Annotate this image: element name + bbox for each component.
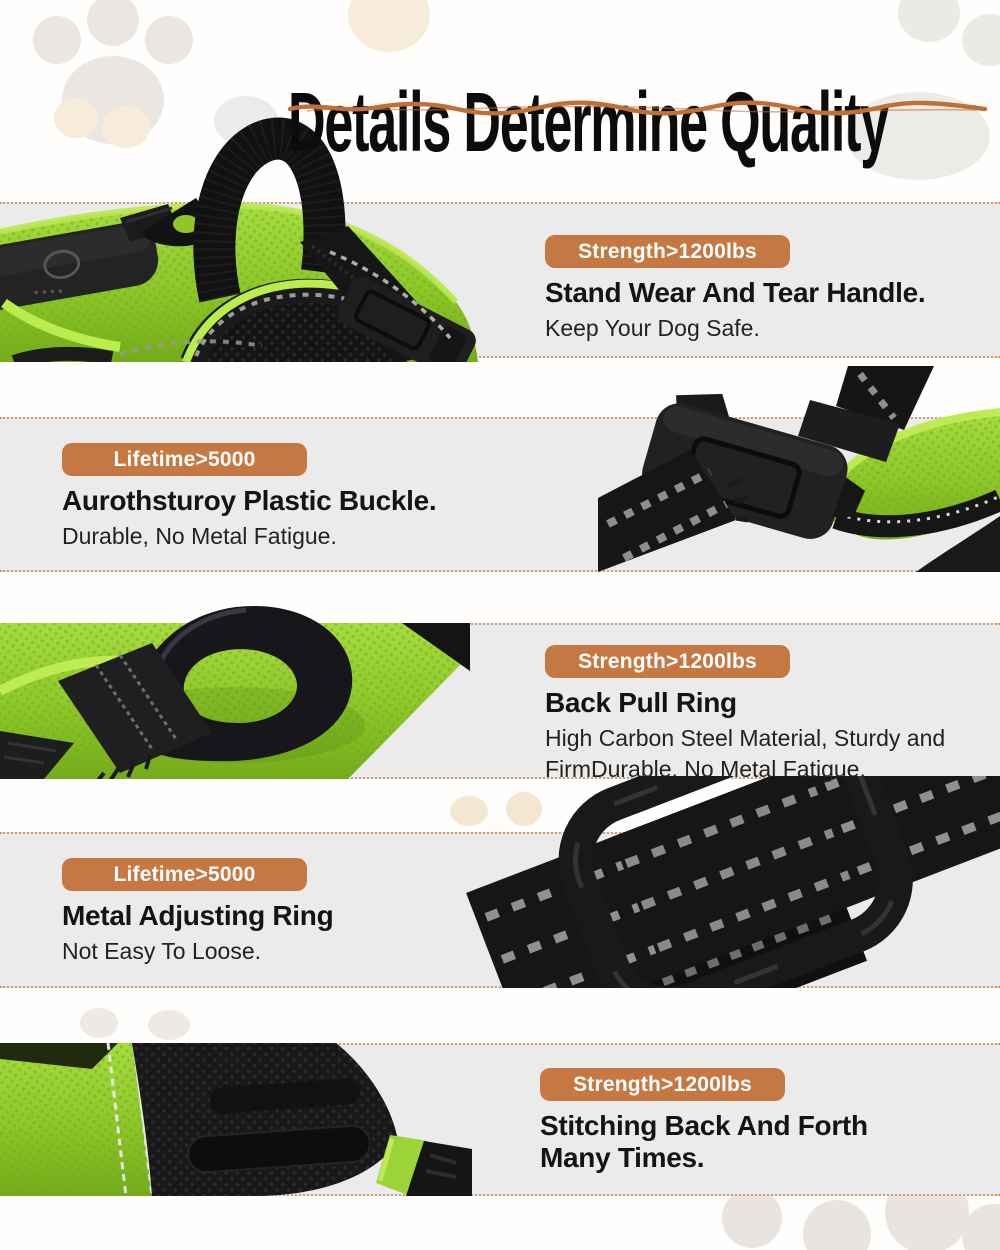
feature-2-heading: Aurothsturoy Plastic Buckle.: [62, 485, 437, 516]
photo-metal-adjusting-ring: [440, 776, 1000, 988]
title-underline-squiggle: [287, 99, 989, 117]
feature-1-subtext: Keep Your Dog Safe.: [545, 315, 760, 342]
feature-5-heading: Stitching Back And Forth Many Times.: [540, 1110, 868, 1174]
feature-3-subtext: High Carbon Steel Material, Sturdy and FirmDurable, No Metal Fatigue.: [545, 725, 946, 782]
photo-harness-stitching: [0, 1043, 472, 1196]
feature-5-badge: Strength>1200lbs: [540, 1068, 785, 1101]
feature-4: [62, 858, 512, 967]
feature-2: [62, 443, 532, 552]
feature-5: [540, 1068, 940, 1178]
feature-4-heading: Metal Adjusting Ring: [62, 900, 334, 931]
paw-print-watermark: [962, 14, 1000, 66]
feature-2-subtext: Durable, No Metal Fatigue.: [62, 523, 337, 550]
feature-1-heading: Stand Wear And Tear Handle.: [545, 277, 926, 308]
paw-print-watermark: [148, 1010, 190, 1040]
paw-print-watermark: [898, 0, 960, 42]
paw-print-watermark: [348, 0, 430, 52]
feature-4-subtext: Not Easy To Loose.: [62, 938, 262, 965]
feature-1-badge: Strength>1200lbs: [545, 235, 790, 268]
photo-plastic-buckle: [598, 366, 1000, 572]
paw-print-watermark: [80, 1008, 118, 1038]
feature-2-badge: Lifetime>5000: [62, 443, 307, 476]
feature-3-badge: Strength>1200lbs: [545, 645, 790, 678]
feature-4-badge: Lifetime>5000: [62, 858, 307, 891]
feature-1: [545, 235, 995, 344]
feature-3-heading: Back Pull Ring: [545, 687, 737, 718]
page-title: Details Determine Quality: [288, 75, 888, 170]
feature-3: [545, 645, 1000, 784]
photo-back-pull-ring: [0, 573, 480, 779]
